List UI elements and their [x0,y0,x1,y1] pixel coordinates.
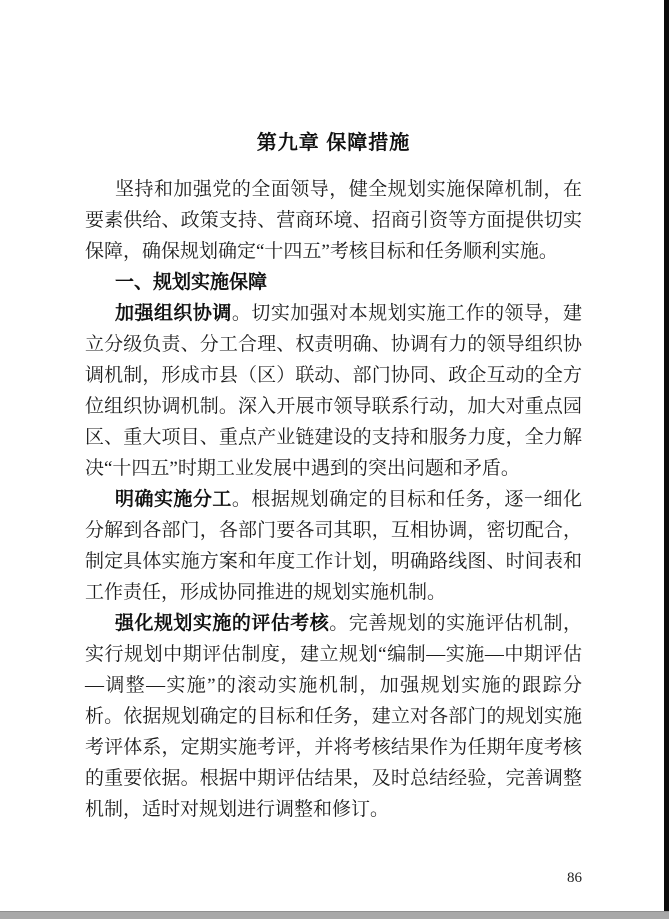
paragraph-lead: 明确实施分工 [115,489,232,510]
page-number: 86 [567,870,582,886]
text-block [85,0,582,825]
scan-bottom-bar [0,911,669,919]
paragraph-division-of-work [85,484,582,608]
paragraph-lead: 强化规划实施的评估考核 [115,613,330,634]
chapter-title: 第九章 保障措施 [256,132,411,154]
paragraph-evaluation [85,608,582,825]
section-heading: 一、规划实施保障 [115,272,268,293]
scan-edge-line [664,0,669,911]
paragraph-body: 。根据规划确定的目标和任务，逐一细化分解到各部门，各部门要各司其职，互相协调，密切配合，制定具体实施方案和年度工作计划，明确路线图、时间表和工作责任，形成协同推进的规划实施机制。 [85,489,582,603]
paragraph-body: 。切实加强对本规划实施工作的领导，建立分级负责、分工合理、权责明确、协调有力的领导组织协调机制，形成市县（区）联动、部门协同、政企互动的全方位组织协调机制。深入开展市领导联系行动，加大对重点园区、重大项目、重点产业链建设的支持和服务力度，全力解决“十四五”时期工业发展中遇到的突出问题和矛盾。 [85,303,582,479]
intro-paragraph: 坚持和加强党的全面领导，健全规划实施保障机制，在要素供给、政策支持、营商环境、招商引资等方面提供切实保障，确保规划确定“十四五”考核目标和任务顺利实施。 [85,179,582,262]
paragraph-organization [85,298,582,484]
paragraph-body: 。完善规划的实施评估机制，实行规划中期评估制度，建立规划“编制—实施—中期评估—调整—实施”的滚动实施机制，加强规划实施的跟踪分析。依据规划确定的目标和任务，建立对各部门的规划实施考评体系，定期实施考评，并将考核结果作为任期年度考核的重要依据。根据中期评估结果，及时总结经验，完善调整机制，适时对规划进行调整和修订。 [85,613,582,820]
paragraph-lead: 加强组织协调 [115,303,232,324]
body-text [85,174,582,825]
